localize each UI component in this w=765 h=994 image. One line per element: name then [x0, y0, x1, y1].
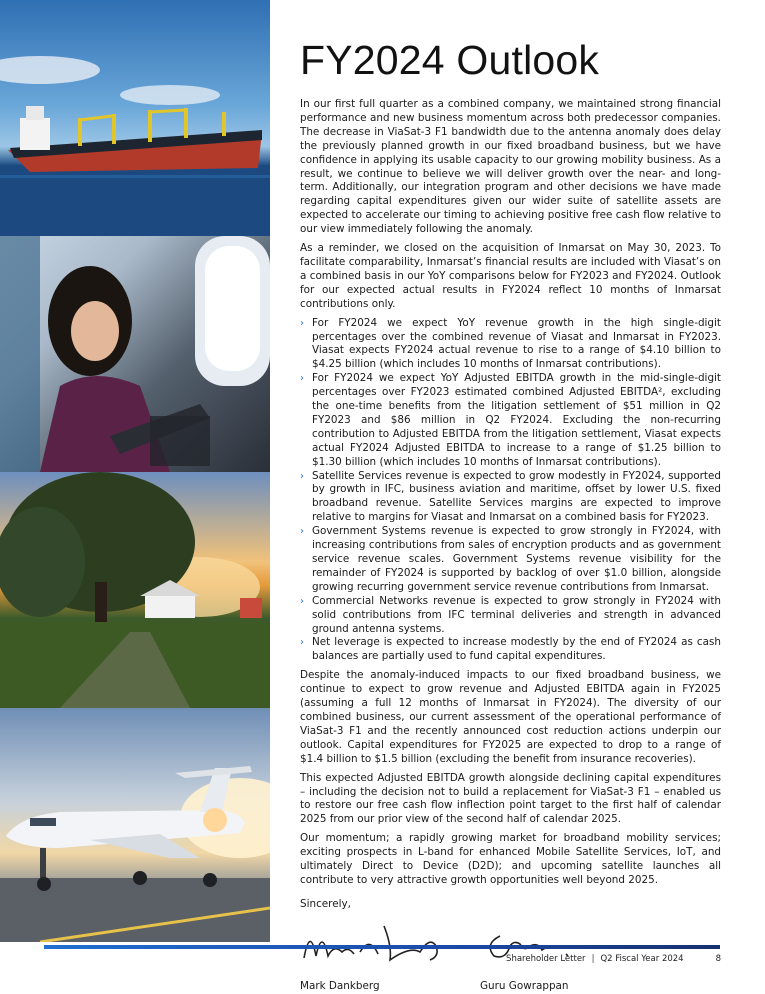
- footer-separator: |: [591, 954, 595, 964]
- footer-period: Q2 Fiscal Year 2024: [600, 954, 684, 964]
- cargo-ship-photo: [0, 0, 270, 236]
- bullet-text: Government Systems revenue is expected to grow strongly in FY2024, with increasing contributions from sales of encryption products and as government service revenue scales. Government Systems revenue visibility for the remainder of FY2024 is supported by backlog of over $1.0 billion, alongside growing recurring government service revenue contributions from Inmarsat.: [312, 525, 721, 593]
- paragraph: In our first full quarter as a combined company, we maintained strong financial performance and new business momentum across both predecessor companies. The decrease in ViaSat-3 F1 bandwidth due to the antenna anomaly does delay the previously planned growth in our fixed broadband business, but we have confidence in applying its usable capacity to our growing mobility business. As a result, we continue to believe we will deliver growth over the near- and long-term. Additionally, our integration program and other decisions we have made regarding capital expenditures given our wider suite of satellite assets are expected to accelerate our timing to achieving positive free cash flow relative to our view immediately following the anomaly.: [300, 98, 721, 236]
- bullet-item: [300, 317, 721, 373]
- signatory-name: Guru Gowrappan: [480, 979, 569, 992]
- bullet-text: Net leverage is expected to increase modestly by the end of FY2024 as cash balances are partially used to fund capital expenditures.: [312, 636, 721, 663]
- closing: Sincerely,: [300, 897, 351, 910]
- chevron-right-icon: ›: [300, 373, 304, 385]
- paragraph: This expected Adjusted EBITDA growth alongside declining capital expenditures – including the decision not to build a replacement for ViaSat-3 F1 – enabled us to restore our free cash flow inflection point target to the first half of calendar 2025 from our prior view of the second half of calendar 2025.: [300, 771, 721, 826]
- bullet-text: For FY2024 we expect YoY Adjusted EBITDA growth in the mid-single-digit percentages over FY2023 estimated combined Adjusted EBITDA², excluding the one-time benefits from the litigation settlement of $51 million in Q2 FY2023 and $86 million in Q2 FY2024. Excluding the non-recurring contribution to Adjusted EBITDA from the litigation settlement, Viasat expects actual FY2024 Adjusted EBITDA to increase to a range of $1.25 billion to $1.30 billion (which includes 10 months of Inmarsat contributions).: [312, 372, 721, 468]
- chevron-right-icon: ›: [300, 526, 304, 538]
- photo-column: [0, 0, 270, 942]
- bullet-item: [300, 636, 721, 664]
- passenger-tablet-photo: [0, 236, 270, 472]
- chevron-right-icon: ›: [300, 317, 304, 329]
- business-jet-photo: [0, 708, 270, 942]
- signatory-names: [300, 980, 721, 994]
- paragraph: Despite the anomaly-induced impacts to our fixed broadband business, we continue to expect to grow revenue and Adjusted EBITDA again in FY2025 (assuming a full 12 months of Inmarsat in FY2024). The diversity of our combined business, our current assessment of the operational performance of ViaSat-3 F1 and the recently announced cost reduction actions underpin our outlook. Capital expenditures for FY2025 are expected to drop to a range of $1.4 billion to $1.5 billion (excluding the benefit from insurance recoveries).: [300, 669, 721, 765]
- main-content: [300, 30, 721, 994]
- bullet-text: Satellite Services revenue is expected to grow modestly in FY2024, supported by growth in IFC, business aviation and maritime, offset by lower U.S. fixed broadband revenue. Satellite Services margins are expected to improve relative to margins for Viasat and Inmarsat on a combined basis for FY2023.: [312, 469, 721, 524]
- outlook-bullet-list: [300, 317, 721, 665]
- chevron-right-icon: ›: [300, 637, 304, 649]
- chevron-right-icon: ›: [300, 595, 304, 607]
- bullet-item: [300, 372, 721, 469]
- farmhouse-tree-photo: [0, 472, 270, 708]
- bullet-text: For FY2024 we expect YoY revenue growth in the high single-digit percentages over the combined revenue of Viasat and Inmarsat in FY2023. Viasat expects FY2024 actual revenue to rise to a range of $4.10 billion to $4.25 billion (which includes 10 months of Inmarsat contributions).: [312, 316, 721, 371]
- footer-label: Shareholder Letter: [506, 954, 586, 964]
- bullet-item: [300, 525, 721, 595]
- signatory-name: Mark Dankberg: [300, 979, 380, 992]
- chevron-right-icon: ›: [300, 470, 304, 482]
- bullet-item: [300, 595, 721, 637]
- bullet-text: Commercial Networks revenue is expected to grow strongly in FY2024 with solid contributions from IFC terminal deliveries and strength in advanced ground antenna systems.: [312, 594, 721, 635]
- page-number: 8: [715, 954, 721, 964]
- paragraph: As a reminder, we closed on the acquisition of Inmarsat on May 30, 2023. To facilitate comparability, Inmarsat’s financial results are included with Viasat’s on a combined basis in our YoY comparisons below for FY2023 and FY2024. Outlook for our expected actual results in FY2024 reflect 10 months of Inmarsat contributions only.: [300, 242, 721, 310]
- page-title: FY2024 Outlook: [300, 37, 600, 83]
- paragraph: Our momentum; a rapidly growing market for broadband mobility services; exciting prospects in L-band for enhanced Mobile Satellite Services, IoT, and ultimately Direct to Device (D2D); and upcoming satellite launches all contribute to very attractive growth opportunities well beyond 2025.: [300, 832, 721, 886]
- bullet-item: [300, 470, 721, 526]
- footer-rule: [44, 945, 720, 949]
- page-footer: [506, 954, 721, 964]
